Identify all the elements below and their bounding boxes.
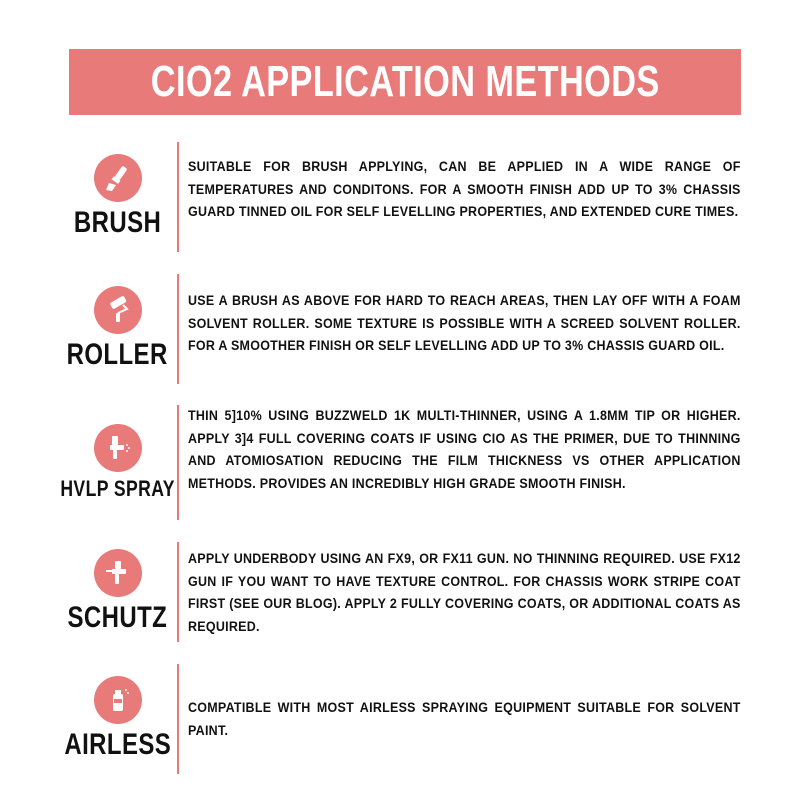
method-airless-description xyxy=(188,697,741,742)
method-schutz-description-text: APPLY UNDERBODY USING AN FX9, OR FX11 GUN. NO THINNING REQUIRED. USE FX12 GUN IF YOU WANT TO HAVE TEXTURE CONTROL. FOR CHASSIS WORK STRIPE COAT FIRST (SEE OUR BLOG). APPLY 2 FULLY COVERING COATS, OR ADDITIONAL COATS AS REQUIRED. xyxy=(188,551,741,635)
method-airless-header xyxy=(60,664,175,774)
method-roller-description xyxy=(188,290,741,358)
method-hvlp-description xyxy=(188,405,741,495)
method-airless xyxy=(60,664,750,774)
spray-can-icon xyxy=(94,676,142,724)
method-roller-header xyxy=(60,274,175,384)
method-brush xyxy=(60,142,750,252)
schutz-gun-icon xyxy=(94,549,142,597)
paintbrush-icon xyxy=(94,154,142,202)
method-roller-description-text: USE A BRUSH AS ABOVE FOR HARD TO REACH AREAS, THEN LAY OFF WITH A FOAM SOLVENT ROLLER. SOME TEXTURE IS POSSIBLE WITH A SCREED SOLVENT ROLLER. FOR A SMOOTHER FINISH OR SELF LEVELLING ADD UP TO 3% CHASSIS GUARD OIL. xyxy=(188,293,741,355)
divider xyxy=(177,142,179,252)
divider xyxy=(177,542,179,642)
method-hvlp-label: HVLP SPRAY xyxy=(60,475,175,501)
method-brush-label: BRUSH xyxy=(73,206,162,239)
divider xyxy=(177,274,179,384)
method-schutz-description xyxy=(188,548,741,638)
method-hvlp xyxy=(60,405,750,520)
page-title: CIO2 APPLICATION METHODS xyxy=(150,57,660,106)
method-brush-description-text: SUITABLE FOR BRUSH APPLYING, CAN BE APPLIED IN A WIDE RANGE OF TEMPERATURES AND CONDITONS. FOR A SMOOTH FINISH ADD UP TO 3% CHASSIS GUARD TINNED OIL FOR SELF LEVELLING PROPERTIES, AND EXTENDED CURE TIMES. xyxy=(188,159,741,221)
method-roller xyxy=(60,274,750,384)
method-hvlp-description-text: THIN 5]10% USING BUZZWELD 1K MULTI-THINNER, USING A 1.8MM TIP OR HIGHER. APPLY 3]4 FULL COVERING COATS IF USING CIO AS THE PRIMER, DUE TO THINNING AND ATOMIOSATION REDUCING THE FILM THICKNESS VS OTHER APPLICATION METHODS. PROVIDES AN INCREDIBLY HIGH GRADE SMOOTH FINISH. xyxy=(188,408,741,492)
method-schutz-header xyxy=(60,542,175,642)
method-roller-label: ROLLER xyxy=(66,338,169,371)
method-hvlp-header xyxy=(60,405,175,520)
method-airless-label: AIRLESS xyxy=(64,728,171,761)
divider xyxy=(177,664,179,774)
method-schutz-label: SCHUTZ xyxy=(67,601,168,634)
method-airless-description-text: COMPATIBLE WITH MOST AIRLESS SPRAYING EQUIPMENT SUITABLE FOR SOLVENT PAINT. xyxy=(188,700,741,739)
method-brush-description xyxy=(188,156,741,224)
paint-roller-icon xyxy=(94,286,142,334)
method-schutz xyxy=(60,542,750,642)
divider xyxy=(177,405,179,520)
method-brush-header xyxy=(60,142,175,252)
spray-gun-icon xyxy=(94,424,142,472)
title-banner xyxy=(69,49,741,115)
